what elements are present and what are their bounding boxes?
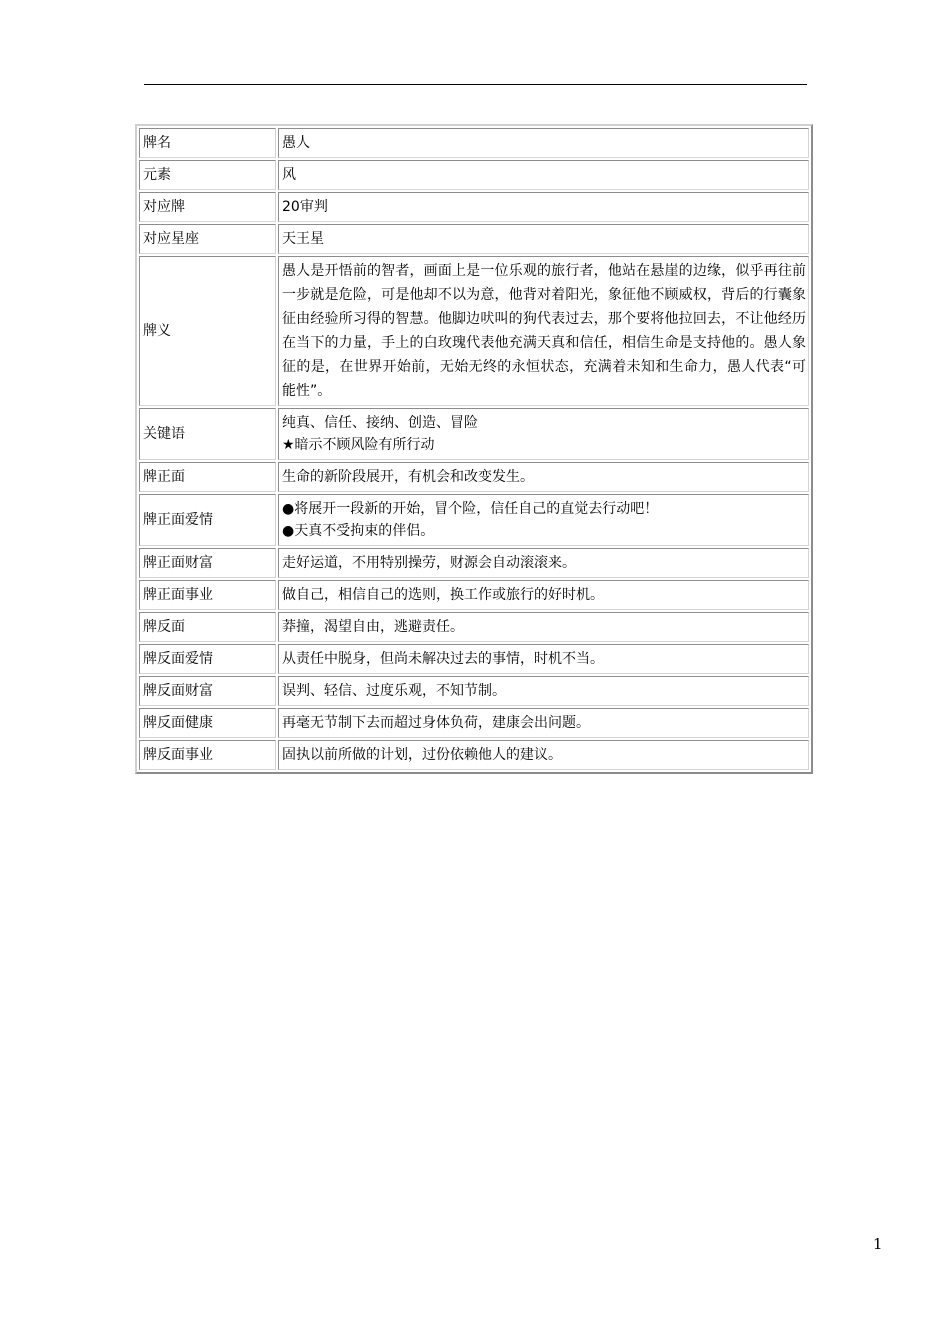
table-row — [139, 676, 809, 706]
row-label: 对应星座 — [139, 224, 276, 254]
bullet-line: ●天真不受拘束的伴侣。 — [282, 523, 435, 539]
table-row — [139, 740, 809, 770]
table-row — [139, 708, 809, 738]
table-row — [139, 128, 809, 158]
table-row — [139, 192, 809, 222]
row-value: 误判、轻信、过度乐观，不知节制。 — [278, 676, 809, 706]
row-label: 牌反面爱情 — [139, 644, 276, 674]
row-label: 牌义 — [139, 256, 276, 406]
row-value: 再毫无节制下去而超过身体负荷，建康会出问题。 — [278, 708, 809, 738]
table-row — [139, 612, 809, 642]
row-value — [278, 494, 809, 546]
row-label: 牌正面事业 — [139, 580, 276, 610]
table-row — [139, 494, 809, 546]
keyword-line: ★暗示不顾风险有所行动 — [282, 437, 435, 453]
row-label: 牌正面爱情 — [139, 494, 276, 546]
header-rule — [144, 84, 807, 85]
row-label: 对应牌 — [139, 192, 276, 222]
row-value-meaning: 愚人是开悟前的智者，画面上是一位乐观的旅行者，他站在悬崖的边缘，似乎再往前一步就是危险，可是他却不以为意，他背对着阳光，象征他不顾威权，背后的行囊象征由经验所习得的智慧。他脚边吠叫的狗代表过去，那个要将他拉回去，不让他经历在当下的力量，手上的白玫瑰代表他充满天真和信任，相信生命是支持他的。愚人象征的是，在世界开始前，无始无终的永恒状态，充满着未知和生命力，愚人代表“可能性”。 — [278, 256, 809, 406]
table-row — [139, 160, 809, 190]
table-row — [139, 644, 809, 674]
table-row — [139, 580, 809, 610]
row-label: 牌反面事业 — [139, 740, 276, 770]
row-value: 固执以前所做的计划，过份依赖他人的建议。 — [278, 740, 809, 770]
row-label: 牌反面 — [139, 612, 276, 642]
table-row — [139, 256, 809, 406]
table-row — [139, 408, 809, 460]
row-value: 20审判 — [278, 192, 809, 222]
page-number: 1 — [873, 1235, 883, 1253]
row-value: 莽撞，渴望自由，逃避责任。 — [278, 612, 809, 642]
row-label: 元素 — [139, 160, 276, 190]
row-value: 做自己，相信自己的选则，换工作或旅行的好时机。 — [278, 580, 809, 610]
table-row — [139, 462, 809, 492]
bullet-line: ●将展开一段新的开始，冒个险，信任自己的直觉去行动吧！ — [282, 501, 659, 517]
row-value: 走好运道，不用特别操劳，财源会自动滚滚来。 — [278, 548, 809, 578]
row-label: 关键语 — [139, 408, 276, 460]
row-value: 从责任中脱身，但尚未解决过去的事情，时机不当。 — [278, 644, 809, 674]
keyword-line: 纯真、信任、接纳、创造、冒险 — [282, 415, 478, 431]
row-value: 天王星 — [278, 224, 809, 254]
row-value: 愚人 — [278, 128, 809, 158]
row-label: 牌名 — [139, 128, 276, 158]
table-row — [139, 224, 809, 254]
row-label: 牌正面 — [139, 462, 276, 492]
row-label: 牌反面健康 — [139, 708, 276, 738]
row-value — [278, 408, 809, 460]
table-row — [139, 548, 809, 578]
row-value: 风 — [278, 160, 809, 190]
row-label: 牌反面财富 — [139, 676, 276, 706]
tarot-card-table — [135, 124, 813, 774]
row-label: 牌正面财富 — [139, 548, 276, 578]
row-value: 生命的新阶段展开，有机会和改变发生。 — [278, 462, 809, 492]
